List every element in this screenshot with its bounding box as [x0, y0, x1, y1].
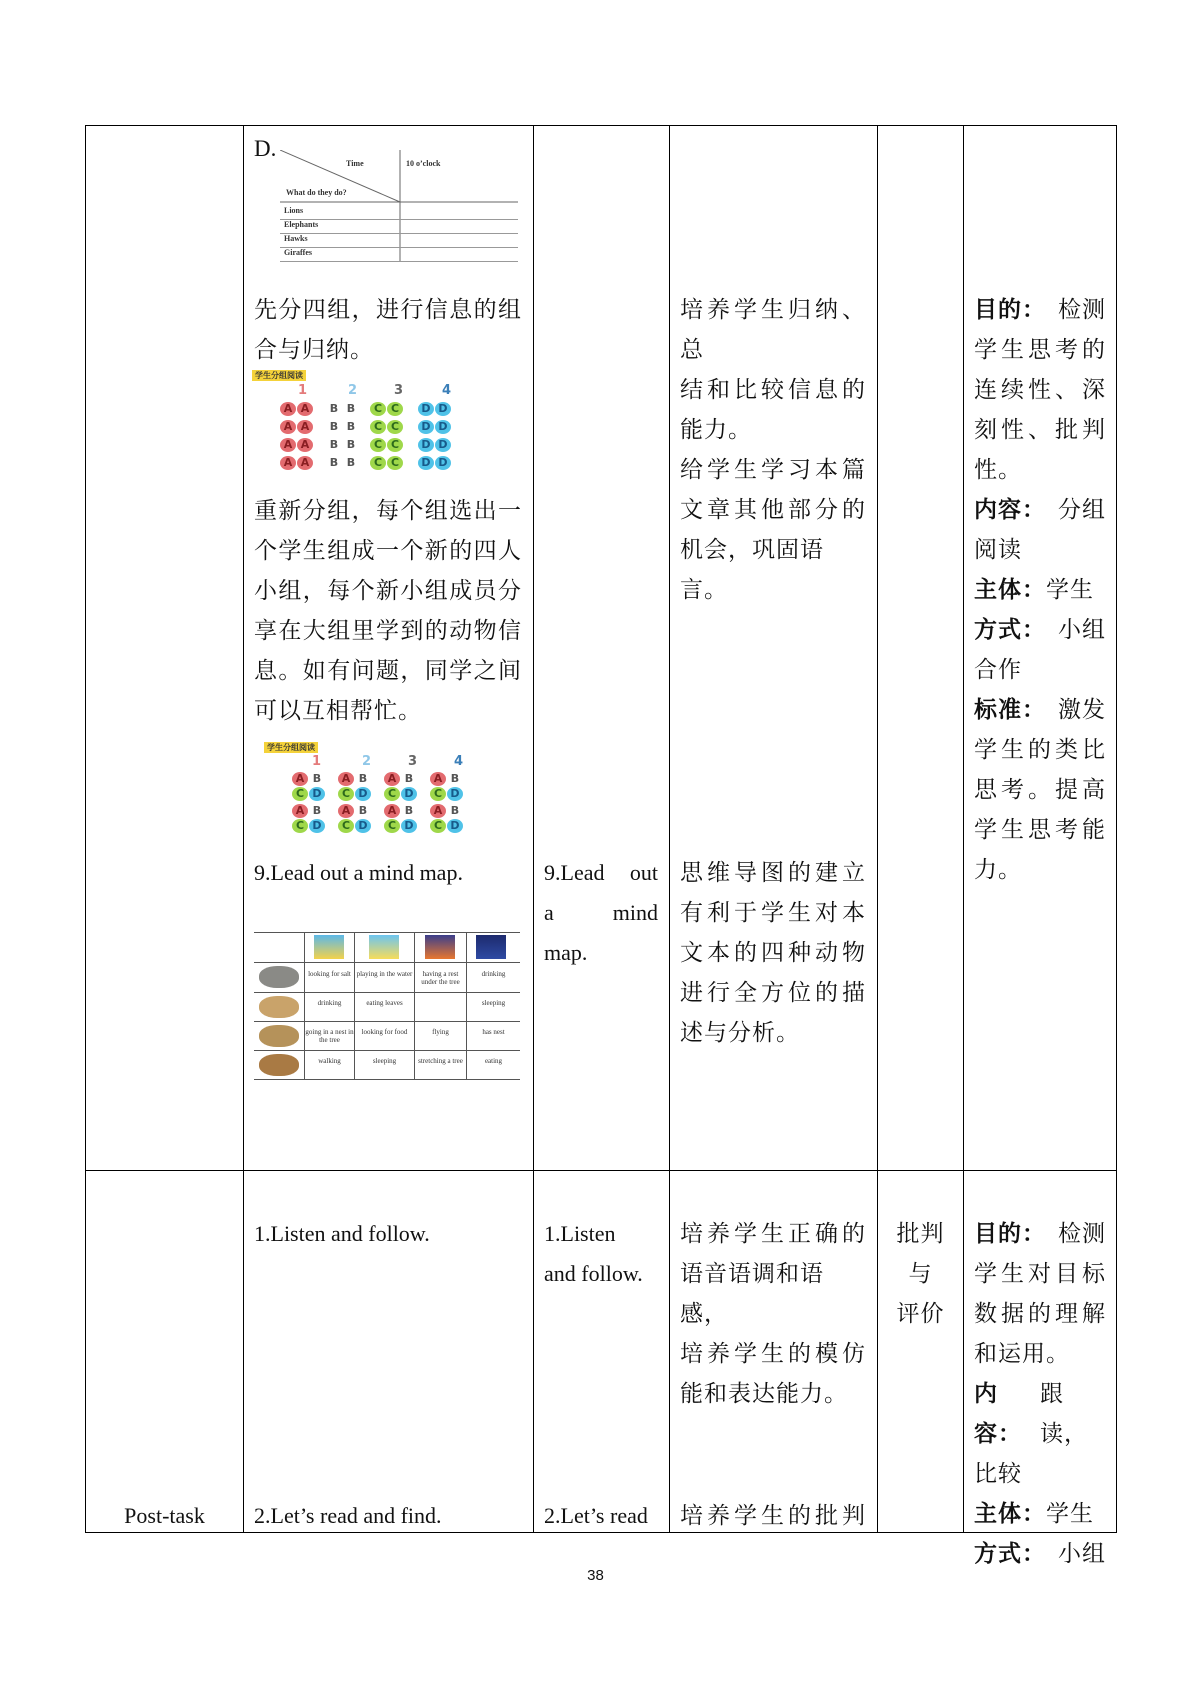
group-dot-d: D — [355, 819, 371, 833]
group-dot-a: A — [297, 438, 313, 452]
mind-map-grid-line — [254, 962, 520, 963]
text-line: 学生思考能 — [974, 817, 1106, 843]
group-dot-d: D — [418, 420, 434, 434]
method-label: 方式： — [974, 616, 1046, 643]
mind-map-cell: has nest — [482, 1028, 505, 1036]
text-line: 有利于学生对本 — [680, 900, 866, 926]
group-dot-d: D — [435, 420, 451, 434]
sky-noon-thumbnail — [369, 935, 399, 959]
mind-map-cell: drinking — [481, 970, 506, 978]
content-label: 内容： — [974, 1380, 1022, 1447]
sky-night-thumbnail — [476, 935, 506, 959]
text-line: 能和表达能力。 — [680, 1381, 848, 1407]
group-dot-c: C — [338, 819, 354, 833]
method-label: 方式： — [974, 1540, 1046, 1567]
text-line — [544, 853, 658, 893]
evaluation-text-2 — [974, 1214, 1106, 1574]
group-dot-a: A — [297, 420, 313, 434]
text-line: 可以互相帮忙。 — [254, 698, 422, 724]
mind-map-cell: sleeping — [481, 999, 506, 1007]
group-dot-c: C — [292, 819, 308, 833]
table-col-border — [963, 125, 964, 1533]
post-task-step-2: 2.Let’s read and find. — [254, 1503, 442, 1528]
grouping-paragraph-2 — [254, 491, 522, 731]
text-line: 数据的理解 — [974, 1301, 1106, 1327]
schedule-row — [280, 247, 518, 262]
text-line — [974, 570, 1106, 610]
word: mind — [612, 900, 658, 925]
mind-map-cell: having a rest under the tree — [421, 970, 460, 986]
group-dot-c: C — [384, 787, 400, 801]
text-line: 息。如有问题，同学之间 — [254, 658, 522, 684]
group-dot-d: D — [418, 456, 434, 470]
word: out — [629, 860, 658, 885]
group-dot-a: A — [280, 456, 296, 470]
text-line — [974, 490, 1106, 530]
intent-paragraph-4 — [680, 1496, 866, 1536]
schedule-question-header: What do they do? — [286, 188, 347, 197]
mind-map-cell: walking — [318, 1057, 341, 1065]
text-line: 评价 — [896, 1301, 945, 1327]
mind-map-cell: looking for salt — [308, 970, 351, 978]
text-line: 思维导图的建立 — [680, 860, 866, 886]
grouping-paragraph-1 — [254, 290, 522, 370]
group-dot-b: B — [346, 402, 356, 415]
word: 9.Lead — [544, 860, 605, 885]
group-dot-b: B — [450, 772, 460, 785]
evaluation-text-1 — [974, 290, 1106, 890]
group-dot-c: C — [430, 787, 446, 801]
mind-map-cell: eating leaves — [366, 999, 403, 1007]
group-dot-b: B — [358, 804, 368, 817]
group-dot-b: B — [312, 772, 322, 785]
purpose-text: 检测 — [1058, 1221, 1106, 1247]
skill-focus — [878, 1214, 963, 1334]
group-number: 2 — [362, 754, 372, 769]
text-line: 个学生组成一个新的四人 — [254, 538, 522, 564]
text-line: 给学生学习本篇 — [680, 457, 866, 483]
intent-paragraph-2 — [680, 853, 866, 1053]
method-text: 小组 — [1058, 617, 1106, 643]
group-dot-b: B — [358, 772, 368, 785]
text-line: 小组，每个新小组成员分 — [254, 578, 522, 604]
subject-text: 学生 — [1046, 1501, 1094, 1527]
group-dot-b: B — [346, 420, 356, 433]
text-line — [974, 1214, 1106, 1254]
text-line — [974, 1494, 1106, 1534]
group-dot-a: A — [297, 402, 313, 416]
table-col-border — [669, 125, 670, 1533]
group-dot-b: B — [404, 804, 414, 817]
grouping-figure-2 — [262, 742, 512, 837]
text-line: 学生思考的 — [974, 337, 1106, 363]
text-line: 培养学生正确的 — [680, 1221, 866, 1247]
group-dot-a: A — [430, 772, 446, 786]
group-dot-d: D — [447, 787, 463, 801]
table-col-border — [243, 125, 244, 1533]
mind-map-grid-line — [254, 932, 520, 933]
group-dot-a: A — [384, 772, 400, 786]
mind-map-cell: stretching a tree — [418, 1057, 463, 1065]
text-line: 先分四组，进行信息的组 — [254, 297, 522, 323]
text-line: 结和比较信息的 — [680, 377, 866, 403]
group-dot-a: A — [297, 456, 313, 470]
stage-label: Post-task — [124, 1503, 205, 1528]
mind-map-cell: sleeping — [372, 1057, 397, 1065]
schedule-animal: Giraffes — [284, 248, 312, 257]
schedule-row — [280, 205, 518, 220]
subject-label: 主体： — [974, 1500, 1046, 1527]
word: a — [544, 900, 554, 925]
text-line: 刻性、批判 — [974, 417, 1106, 443]
text-line: 批判 — [896, 1221, 945, 1247]
group-dot-a: A — [292, 772, 308, 786]
table-col-border — [1116, 125, 1117, 1533]
group-dot-d: D — [309, 819, 325, 833]
group-dot-d: D — [435, 438, 451, 452]
text-line: 性。 — [974, 457, 1022, 483]
intent-paragraph-3 — [680, 1214, 866, 1414]
text-line: 学生对目标 — [974, 1261, 1106, 1287]
schedule-row — [280, 233, 518, 248]
group-number: 1 — [312, 754, 322, 769]
group-number: 4 — [454, 754, 464, 769]
mind-map-cell: looking for food — [361, 1028, 408, 1036]
group-dot-b: B — [329, 456, 339, 469]
group-dot-d: D — [418, 402, 434, 416]
text-line: 述与分析。 — [680, 1020, 800, 1046]
sky-morning-thumbnail — [314, 935, 344, 959]
text-line: 连续性、深 — [974, 377, 1106, 403]
content-text: 分组 — [1058, 497, 1106, 523]
group-dot-d: D — [401, 787, 417, 801]
group-dot-c: C — [387, 456, 403, 470]
subject-text: 学生 — [1046, 577, 1094, 603]
mind-map-step: 9.Lead out a mind map. — [254, 860, 463, 885]
group-dot-d: D — [447, 819, 463, 833]
standard-label: 标准： — [974, 696, 1046, 723]
schedule-time-value: 10 o’clock — [406, 159, 441, 168]
text-line — [974, 290, 1106, 330]
mind-map-step-summary — [544, 853, 658, 973]
group-dot-d: D — [309, 787, 325, 801]
group-dot-b: B — [346, 456, 356, 469]
text-line: 与 — [908, 1261, 933, 1287]
schedule-row — [280, 219, 518, 234]
sky-sunset-thumbnail — [425, 935, 455, 959]
text-line: 文本的四种动物 — [680, 940, 866, 966]
group-dot-a: A — [292, 804, 308, 818]
page-number: 38 — [587, 1567, 604, 1584]
group-dot-c: C — [370, 438, 386, 452]
group-number: 3 — [394, 383, 404, 398]
text-line: 享在大组里学到的动物信 — [254, 618, 522, 644]
group-dot-c: C — [384, 819, 400, 833]
group-dot-d: D — [435, 456, 451, 470]
content-label: 内容： — [974, 496, 1046, 523]
text-line: 能力。 — [680, 417, 752, 443]
text-line: 文章其他部分的 — [680, 497, 866, 523]
mind-map-grid-line — [254, 992, 520, 993]
group-dot-b: B — [329, 420, 339, 433]
lion-image — [259, 1054, 299, 1076]
grouping-figure-1 — [250, 370, 520, 480]
group-dot-a: A — [338, 772, 354, 786]
text-line: 合与归纳。 — [254, 337, 374, 363]
post-task-step-1: 1.Listen and follow. — [254, 1221, 430, 1246]
group-dot-b: B — [312, 804, 322, 817]
mind-map-table-image — [254, 932, 520, 1080]
group-number: 2 — [348, 383, 358, 398]
purpose-text: 检测 — [1058, 297, 1106, 323]
standard-text: 激发 — [1058, 697, 1106, 723]
mind-map-grid-line — [254, 1050, 520, 1051]
text-line — [974, 1374, 1106, 1454]
purpose-label: 目的： — [974, 296, 1046, 323]
mind-map-cell: flying — [432, 1028, 449, 1036]
intent-paragraph-1 — [680, 290, 866, 610]
group-number: 3 — [408, 754, 418, 769]
group-dot-a: A — [430, 804, 446, 818]
schedule-animal: Hawks — [284, 234, 308, 243]
text-line: 培养学生的批判 — [680, 1503, 866, 1529]
post-task-step-2-summary: 2.Let’s read — [544, 1503, 648, 1528]
text-line — [974, 690, 1106, 730]
text-line: 思考。提高 — [974, 777, 1106, 803]
figure-label: 学生分组阅读 — [264, 742, 318, 753]
group-dot-c: C — [338, 787, 354, 801]
group-number: 1 — [298, 383, 308, 398]
group-dot-a: A — [280, 402, 296, 416]
group-dot-c: C — [370, 456, 386, 470]
text-line: 培养学生的模仿 — [680, 1341, 866, 1367]
option-label: D. — [254, 136, 277, 161]
group-dot-c: C — [292, 787, 308, 801]
group-dot-c: C — [387, 438, 403, 452]
group-dot-b: B — [404, 772, 414, 785]
text-line: 语音语调和语感， — [680, 1261, 824, 1327]
table-col-border — [533, 125, 534, 1533]
figure-label: 学生分组阅读 — [252, 370, 306, 381]
text-line — [974, 610, 1106, 650]
text-line: 学生的类比 — [974, 737, 1106, 763]
text-line: 和运用。 — [974, 1341, 1070, 1367]
schedule-animal: Lions — [284, 206, 304, 215]
schedule-time-header: Time — [346, 159, 364, 168]
hawk-image — [259, 1025, 299, 1047]
group-dot-b: B — [450, 804, 460, 817]
content-text: 跟读， — [1040, 1381, 1088, 1447]
group-dot-d: D — [418, 438, 434, 452]
table-col-border — [85, 125, 86, 1533]
text-line: 1.Listen — [544, 1221, 616, 1246]
mind-map-cell: playing in the water — [356, 970, 413, 978]
text-line: 重新分组，每个组选出一 — [254, 498, 522, 524]
schedule-table-image — [280, 150, 520, 262]
group-dot-c: C — [370, 420, 386, 434]
method-text: 小组 — [1058, 1541, 1106, 1567]
group-dot-c: C — [430, 819, 446, 833]
schedule-animal: Elephants — [284, 220, 319, 229]
mind-map-cell: eating — [484, 1057, 503, 1065]
text-line: 合作 — [974, 657, 1022, 683]
group-dot-c: C — [370, 402, 386, 416]
mind-map-grid-line — [254, 1079, 520, 1080]
subject-label: 主体： — [974, 576, 1046, 603]
group-dot-d: D — [435, 402, 451, 416]
group-dot-c: C — [387, 420, 403, 434]
group-dot-a: A — [338, 804, 354, 818]
group-dot-b: B — [329, 438, 339, 451]
post-task-step-1-summary — [544, 1214, 664, 1294]
group-dot-a: A — [384, 804, 400, 818]
group-dot-d: D — [355, 787, 371, 801]
text-line — [544, 893, 658, 933]
group-dot-a: A — [280, 420, 296, 434]
mind-map-cell: going in a nest in the tree — [305, 1028, 354, 1044]
text-line: 培养学生归纳、总 — [680, 297, 866, 363]
group-dot-b: B — [346, 438, 356, 451]
elephant-image — [259, 966, 299, 988]
group-dot-b: B — [329, 402, 339, 415]
group-dot-d: D — [401, 819, 417, 833]
text-line: 力。 — [974, 857, 1022, 883]
group-dot-c: C — [387, 402, 403, 416]
text-line: 比较 — [974, 1461, 1022, 1487]
mind-map-grid-line — [254, 1021, 520, 1022]
giraffe-image — [259, 996, 299, 1018]
text-line: and follow. — [544, 1261, 643, 1286]
text-line: 进行全方位的描 — [680, 980, 866, 1006]
text-line: 机会，巩固语言。 — [680, 537, 824, 603]
text-line: 阅读 — [974, 537, 1022, 563]
mind-map-cell: drinking — [317, 999, 342, 1007]
group-dot-a: A — [280, 438, 296, 452]
purpose-label: 目的： — [974, 1220, 1046, 1247]
group-number: 4 — [442, 383, 452, 398]
text-line: map. — [544, 940, 588, 965]
